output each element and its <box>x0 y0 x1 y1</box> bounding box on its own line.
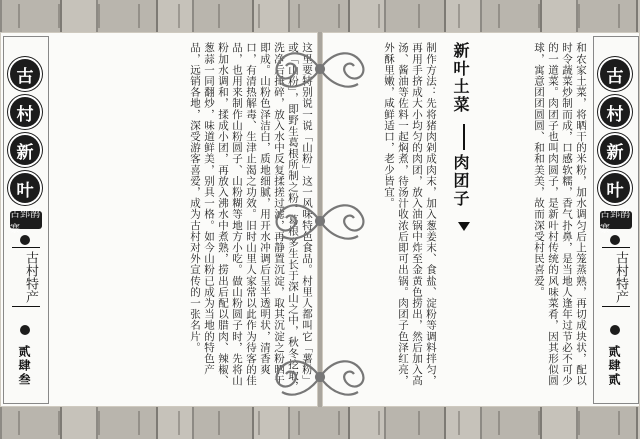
left-body-text: 这里要特别说一说「山粉」这一风味特色食品。村里人都叫它「薯粉」或「山粉」，即野生葛根所制之粉。葛根多生长于深山之中，秋冬挖取，洗净后捶碎，放入水中反复揉搓过滤，再静置沉淀，取其沉淀之粉晒干即成。山粉色泽洁白，质地细腻，用开水冲调后呈半透明状，清香爽口，有清热解毒、生津止渴之功效。旧时山里人家常以此作为待客的佳品，也用来制作山粉圆子、山粉糊等地方小吃。做山粉圆子时，先将山粉加水调和，揉成小团，再放入沸水中煮熟，捞出后配以腊肉、辣椒、葱蒜一同翻炒，味道鲜美，别具一格。如今山粉已成为当地的特色产品，远销各地，深受游客喜爱，成为古村对外宣传的一张名片。 <box>189 42 313 392</box>
scroll-ornament-icon <box>256 44 384 94</box>
series-char-2: 村 <box>600 97 630 127</box>
series-char-1: 古 <box>10 59 40 89</box>
series-char-2: 村 <box>10 97 40 127</box>
right-side-panel <box>593 36 639 404</box>
series-char-4: 叶 <box>10 173 40 203</box>
right-body-text-recipe: 制作方法：先将猪肉剁成肉末，加入葱姜末、食盐、淀粉等调料拌匀，再用手挤成大小均匀的肉团，放入油锅中炸至金黄色捞出，然后加入高汤、酱油等佐料一起焖煮，待汤汁收浓后即可出锅。肉团子色泽红亮，外酥里嫩，咸鲜适口，老少皆宜。 <box>383 42 437 387</box>
bullet-dot-icon <box>20 325 30 335</box>
top-decorative-band <box>0 0 640 32</box>
scroll-ornament-icon <box>256 196 384 246</box>
article-title: 新叶土菜 <box>451 42 470 114</box>
triangle-marker-icon <box>458 222 470 231</box>
series-char-3: 新 <box>600 135 630 165</box>
page-number-left: 贰肆叁 <box>17 345 31 387</box>
left-side-panel <box>3 36 49 404</box>
title-divider <box>463 124 465 150</box>
bullet-dot-icon <box>20 235 30 245</box>
side-label: 古村特产 <box>12 247 40 307</box>
series-char-3: 新 <box>10 135 40 165</box>
series-char-1: 古 <box>600 59 630 89</box>
article-title-block <box>440 42 474 342</box>
section-badge: 古郢鹊寨 <box>600 209 630 235</box>
article-subtitle: 肉团子 <box>451 154 470 208</box>
bullet-dot-icon <box>610 325 620 335</box>
section-badge: 古郢鹊寨 <box>10 209 40 235</box>
bullet-dot-icon <box>610 235 620 245</box>
series-char-4: 叶 <box>600 173 630 203</box>
side-label: 古村特产 <box>602 247 630 307</box>
page-number-right: 贰肆贰 <box>607 345 621 387</box>
bottom-decorative-band <box>0 407 640 439</box>
scroll-ornament-icon <box>256 352 384 402</box>
right-body-text-intro: 和农家土菜，将晒干的米粉，加水调匀后上笼蒸熟，再切成块状，配以时令蔬菜炒制而成，口感软糯，香气扑鼻，是当地人逢年过节必不可少的一道菜。肉团子也叫肉圆子，是新叶村传统的风味菜肴，因其形似圆球，寓意团团圆圆、和和美美，故而深受村民喜爱。 <box>533 42 587 387</box>
